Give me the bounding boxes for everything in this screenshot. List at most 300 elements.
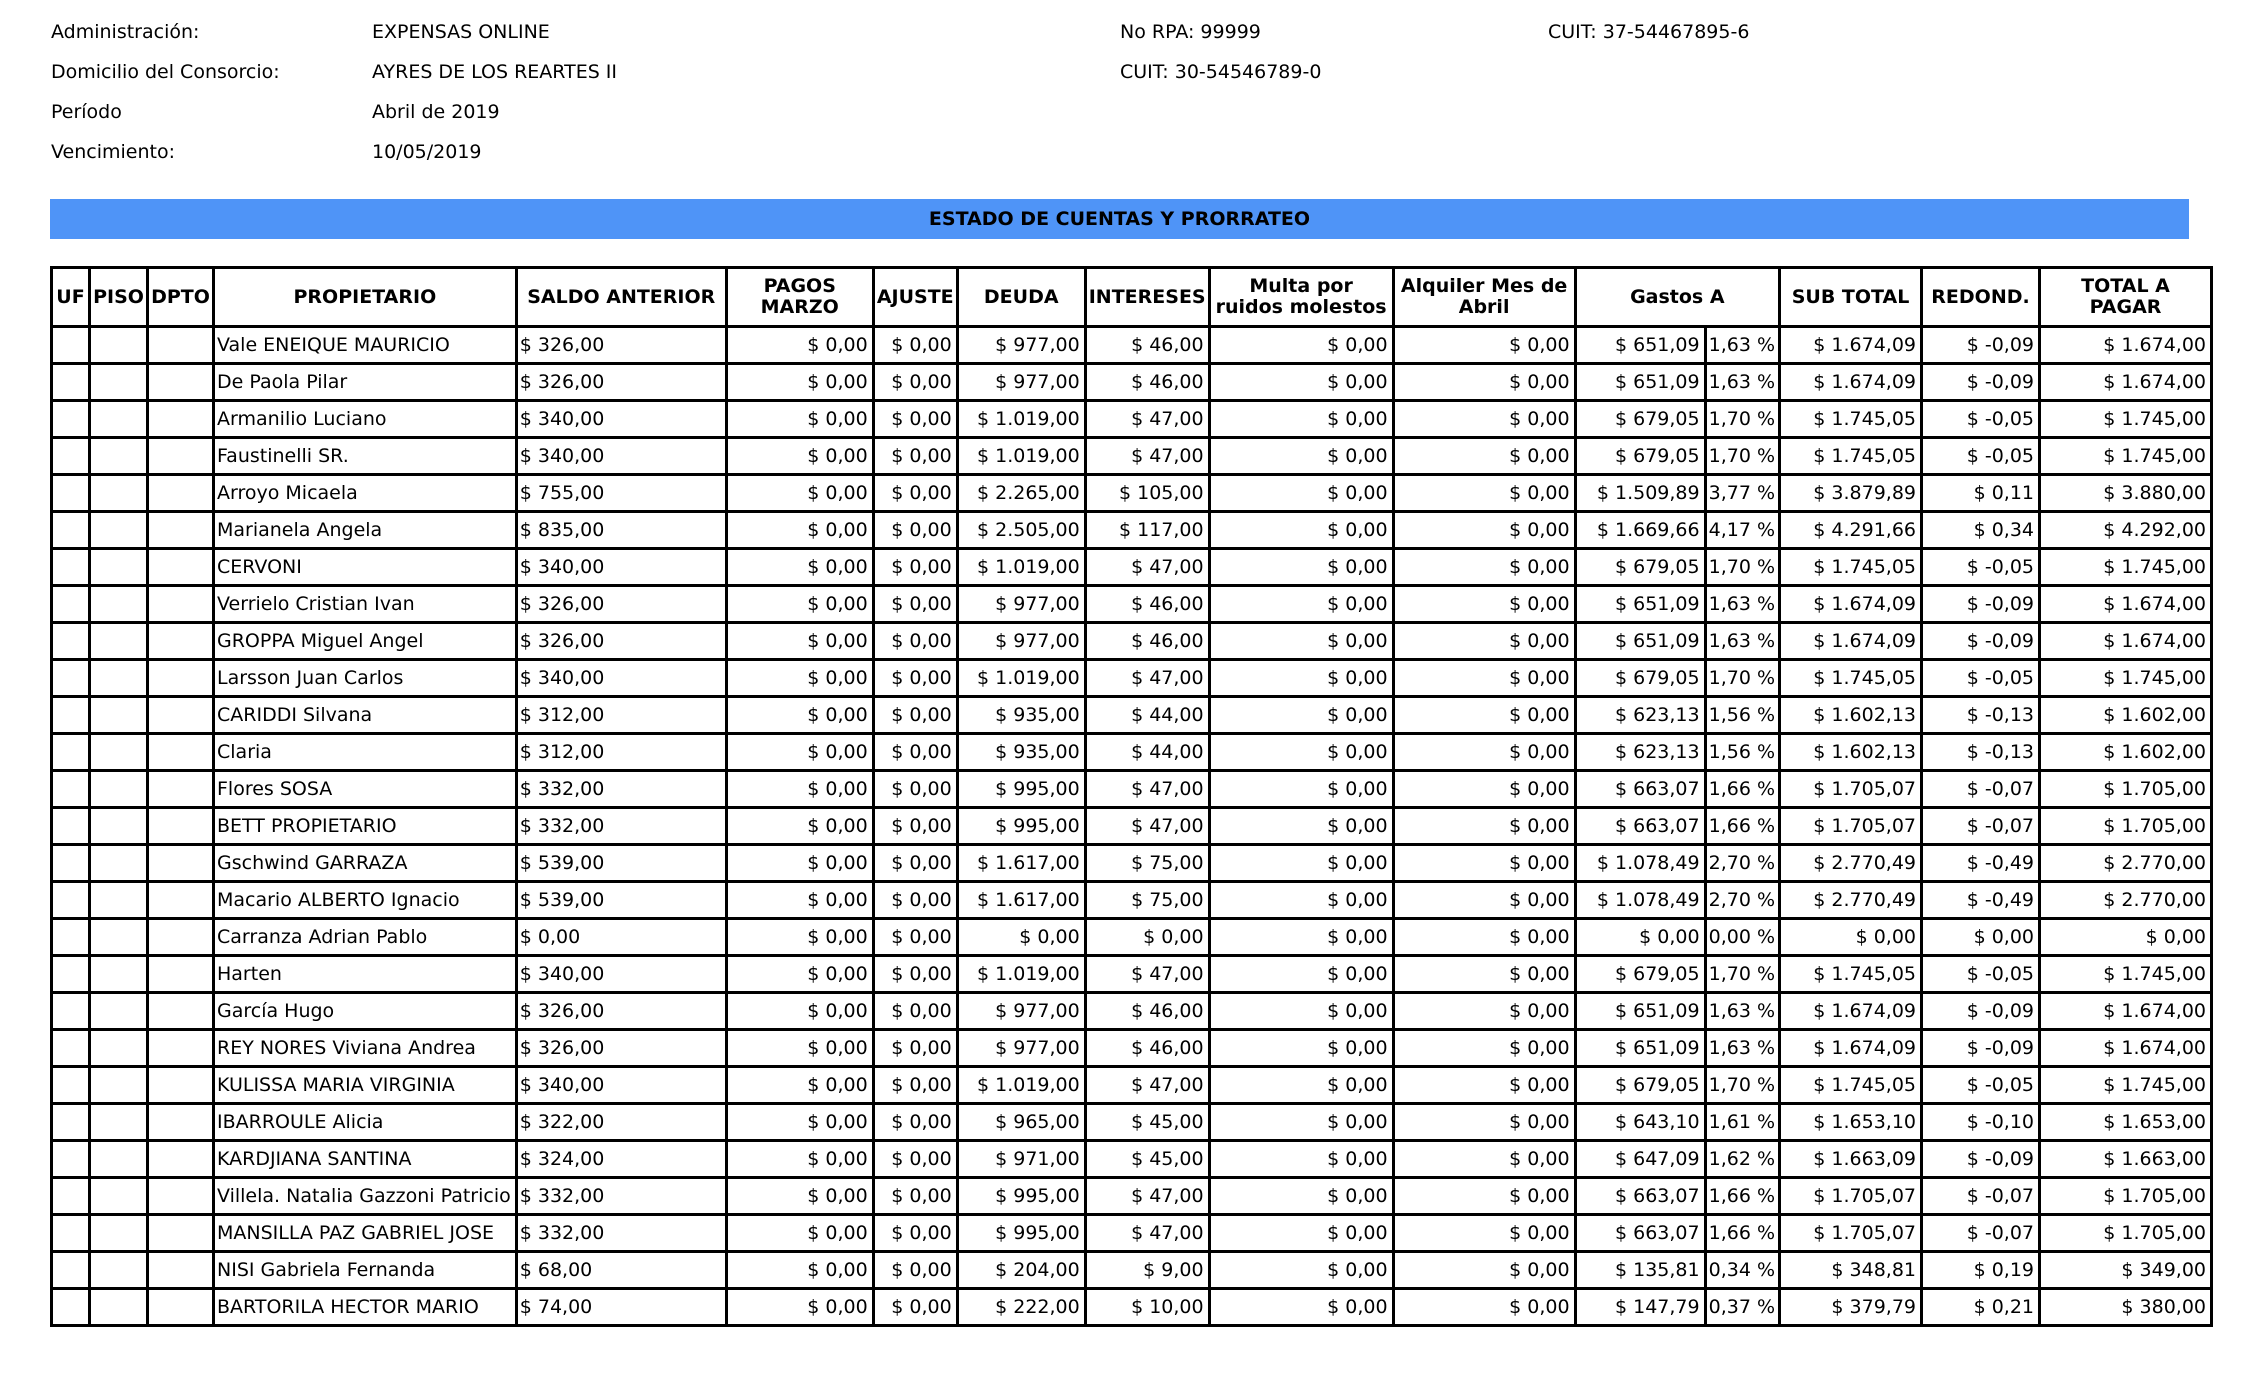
saldo-anterior-cell: $ 835,00 <box>516 512 726 549</box>
ajuste-cell: $ 0,00 <box>873 660 957 697</box>
saldo-anterior-cell: $ 332,00 <box>516 771 726 808</box>
redondeo-cell: $ 0,00 <box>1922 919 2040 956</box>
domicilio-label: Domicilio del Consorcio: <box>51 61 280 83</box>
piso-cell <box>90 438 148 475</box>
table-row <box>52 1252 2212 1289</box>
saldo-anterior-cell: $ 340,00 <box>516 1067 726 1104</box>
saldo-anterior-cell: $ 326,00 <box>516 1030 726 1067</box>
table-row <box>52 808 2212 845</box>
subtotal-cell: $ 1.705,07 <box>1780 1178 1922 1215</box>
alquiler-cell: $ 0,00 <box>1393 549 1575 586</box>
gastos-cell: $ 623,13 <box>1575 734 1705 771</box>
table-row <box>52 956 2212 993</box>
saldo-anterior-cell: $ 340,00 <box>516 438 726 475</box>
saldo-anterior-cell: $ 340,00 <box>516 956 726 993</box>
subtotal-cell: $ 1.674,09 <box>1780 623 1922 660</box>
saldo-anterior-cell: $ 326,00 <box>516 327 726 364</box>
saldo-anterior-cell: $ 755,00 <box>516 475 726 512</box>
piso-cell <box>90 1030 148 1067</box>
deuda-cell: $ 1.617,00 <box>957 845 1085 882</box>
redondeo-cell: $ 0,21 <box>1922 1289 2040 1326</box>
dpto-cell <box>148 1030 214 1067</box>
alquiler-cell: $ 0,00 <box>1393 327 1575 364</box>
redondeo-cell: $ -0,49 <box>1922 845 2040 882</box>
total-cell: $ 1.705,00 <box>2040 808 2212 845</box>
multa-cell: $ 0,00 <box>1209 1289 1393 1326</box>
multa-cell: $ 0,00 <box>1209 660 1393 697</box>
redondeo-cell: $ -0,09 <box>1922 623 2040 660</box>
total-cell: $ 1.745,00 <box>2040 549 2212 586</box>
piso-cell <box>90 623 148 660</box>
multa-cell: $ 0,00 <box>1209 475 1393 512</box>
gastos-percent-cell: 1,70 % <box>1705 549 1779 586</box>
deuda-cell: $ 1.019,00 <box>957 401 1085 438</box>
dpto-cell <box>148 660 214 697</box>
uf-cell <box>52 845 90 882</box>
dpto-cell <box>148 623 214 660</box>
deuda-cell: $ 971,00 <box>957 1141 1085 1178</box>
redondeo-cell: $ -0,09 <box>1922 327 2040 364</box>
saldo-anterior-cell: $ 332,00 <box>516 1178 726 1215</box>
saldo-anterior-cell: $ 326,00 <box>516 586 726 623</box>
gastos-cell: $ 651,09 <box>1575 1030 1705 1067</box>
owner-cell: CARIDDI Silvana <box>214 697 517 734</box>
gastos-cell: $ 1.078,49 <box>1575 882 1705 919</box>
gastos-cell: $ 135,81 <box>1575 1252 1705 1289</box>
multa-cell: $ 0,00 <box>1209 364 1393 401</box>
dpto-cell <box>148 1104 214 1141</box>
table-row <box>52 1141 2212 1178</box>
intereses-cell: $ 75,00 <box>1085 845 1209 882</box>
gastos-cell: $ 679,05 <box>1575 956 1705 993</box>
redondeo-cell: $ -0,07 <box>1922 771 2040 808</box>
deuda-cell: $ 995,00 <box>957 808 1085 845</box>
ajuste-cell: $ 0,00 <box>873 845 957 882</box>
uf-cell <box>52 438 90 475</box>
dpto-cell <box>148 401 214 438</box>
piso-cell <box>90 956 148 993</box>
piso-cell <box>90 845 148 882</box>
ajuste-cell: $ 0,00 <box>873 882 957 919</box>
pagos-cell: $ 0,00 <box>726 660 873 697</box>
gastos-cell: $ 663,07 <box>1575 1215 1705 1252</box>
dpto-cell <box>148 475 214 512</box>
pagos-cell: $ 0,00 <box>726 1104 873 1141</box>
pagos-cell: $ 0,00 <box>726 734 873 771</box>
intereses-cell: $ 47,00 <box>1085 1067 1209 1104</box>
ajuste-cell: $ 0,00 <box>873 475 957 512</box>
deuda-cell: $ 2.505,00 <box>957 512 1085 549</box>
redondeo-cell: $ -0,05 <box>1922 549 2040 586</box>
ajuste-cell: $ 0,00 <box>873 1252 957 1289</box>
total-cell: $ 1.745,00 <box>2040 438 2212 475</box>
alquiler-cell: $ 0,00 <box>1393 956 1575 993</box>
gastos-cell: $ 679,05 <box>1575 660 1705 697</box>
multa-cell: $ 0,00 <box>1209 697 1393 734</box>
saldo-anterior-cell: $ 539,00 <box>516 845 726 882</box>
pagos-cell: $ 0,00 <box>726 586 873 623</box>
piso-cell <box>90 808 148 845</box>
alquiler-cell: $ 0,00 <box>1393 1067 1575 1104</box>
col-header: SUB TOTAL <box>1780 268 1922 327</box>
pagos-cell: $ 0,00 <box>726 438 873 475</box>
gastos-percent-cell: 1,61 % <box>1705 1104 1779 1141</box>
piso-cell <box>90 919 148 956</box>
alquiler-cell: $ 0,00 <box>1393 1030 1575 1067</box>
alquiler-cell: $ 0,00 <box>1393 475 1575 512</box>
total-cell: $ 4.292,00 <box>2040 512 2212 549</box>
table-row <box>52 586 2212 623</box>
pagos-cell: $ 0,00 <box>726 1141 873 1178</box>
dpto-cell <box>148 1141 214 1178</box>
ajuste-cell: $ 0,00 <box>873 623 957 660</box>
owner-cell: IBARROULE Alicia <box>214 1104 517 1141</box>
saldo-anterior-cell: $ 340,00 <box>516 549 726 586</box>
multa-cell: $ 0,00 <box>1209 1141 1393 1178</box>
dpto-cell <box>148 364 214 401</box>
subtotal-cell: $ 2.770,49 <box>1780 882 1922 919</box>
multa-cell: $ 0,00 <box>1209 1030 1393 1067</box>
intereses-cell: $ 47,00 <box>1085 771 1209 808</box>
owner-cell: Larsson Juan Carlos <box>214 660 517 697</box>
pagos-cell: $ 0,00 <box>726 327 873 364</box>
owner-cell: Villela. Natalia Gazzoni Patricio <box>214 1178 517 1215</box>
dpto-cell <box>148 734 214 771</box>
total-cell: $ 1.745,00 <box>2040 401 2212 438</box>
saldo-anterior-cell: $ 340,00 <box>516 401 726 438</box>
subtotal-cell: $ 0,00 <box>1780 919 1922 956</box>
uf-cell <box>52 734 90 771</box>
total-cell: $ 1.602,00 <box>2040 734 2212 771</box>
pagos-cell: $ 0,00 <box>726 549 873 586</box>
total-cell: $ 349,00 <box>2040 1252 2212 1289</box>
piso-cell <box>90 549 148 586</box>
alquiler-cell: $ 0,00 <box>1393 1178 1575 1215</box>
alquiler-cell: $ 0,00 <box>1393 808 1575 845</box>
saldo-anterior-cell: $ 539,00 <box>516 882 726 919</box>
dpto-cell <box>148 327 214 364</box>
col-header: DPTO <box>148 268 214 327</box>
vencimiento-label: Vencimiento: <box>51 141 175 163</box>
subtotal-cell: $ 2.770,49 <box>1780 845 1922 882</box>
multa-cell: $ 0,00 <box>1209 808 1393 845</box>
deuda-cell: $ 977,00 <box>957 623 1085 660</box>
ajuste-cell: $ 0,00 <box>873 1178 957 1215</box>
saldo-anterior-cell: $ 68,00 <box>516 1252 726 1289</box>
uf-cell <box>52 882 90 919</box>
gastos-percent-cell: 2,70 % <box>1705 882 1779 919</box>
deuda-cell: $ 222,00 <box>957 1289 1085 1326</box>
table-row <box>52 1215 2212 1252</box>
subtotal-cell: $ 1.745,05 <box>1780 660 1922 697</box>
gastos-percent-cell: 1,63 % <box>1705 364 1779 401</box>
dpto-cell <box>148 1289 214 1326</box>
alquiler-cell: $ 0,00 <box>1393 993 1575 1030</box>
total-cell: $ 1.705,00 <box>2040 771 2212 808</box>
piso-cell <box>90 586 148 623</box>
owner-cell: BARTORILA HECTOR MARIO <box>214 1289 517 1326</box>
pagos-cell: $ 0,00 <box>726 919 873 956</box>
owner-cell: Harten <box>214 956 517 993</box>
alquiler-cell: $ 0,00 <box>1393 438 1575 475</box>
redondeo-cell: $ 0,34 <box>1922 512 2040 549</box>
table-row <box>52 475 2212 512</box>
table-row <box>52 438 2212 475</box>
dpto-cell <box>148 1215 214 1252</box>
periodo-value: Abril de 2019 <box>372 101 500 123</box>
piso-cell <box>90 734 148 771</box>
deuda-cell: $ 2.265,00 <box>957 475 1085 512</box>
alquiler-cell: $ 0,00 <box>1393 1289 1575 1326</box>
col-header: AJUSTE <box>873 268 957 327</box>
deuda-cell: $ 977,00 <box>957 364 1085 401</box>
total-cell: $ 1.705,00 <box>2040 1215 2212 1252</box>
intereses-cell: $ 117,00 <box>1085 512 1209 549</box>
owner-cell: BETT PROPIETARIO <box>214 808 517 845</box>
intereses-cell: $ 47,00 <box>1085 1215 1209 1252</box>
uf-cell <box>52 1030 90 1067</box>
piso-cell <box>90 327 148 364</box>
table-row <box>52 327 2212 364</box>
total-cell: $ 1.674,00 <box>2040 623 2212 660</box>
intereses-cell: $ 44,00 <box>1085 697 1209 734</box>
col-header: INTERESES <box>1085 268 1209 327</box>
gastos-percent-cell: 1,63 % <box>1705 586 1779 623</box>
piso-cell <box>90 364 148 401</box>
uf-cell <box>52 956 90 993</box>
multa-cell: $ 0,00 <box>1209 1215 1393 1252</box>
deuda-cell: $ 935,00 <box>957 697 1085 734</box>
table-row <box>52 734 2212 771</box>
gastos-cell: $ 1.509,89 <box>1575 475 1705 512</box>
owner-cell: REY NORES Viviana Andrea <box>214 1030 517 1067</box>
cuit-consorcio: CUIT: 30-54546789-0 <box>1120 61 1322 83</box>
total-cell: $ 1.674,00 <box>2040 364 2212 401</box>
owner-cell: Gschwind GARRAZA <box>214 845 517 882</box>
col-header: Gastos A <box>1575 268 1779 327</box>
multa-cell: $ 0,00 <box>1209 1178 1393 1215</box>
total-cell: $ 1.674,00 <box>2040 993 2212 1030</box>
pagos-cell: $ 0,00 <box>726 882 873 919</box>
deuda-cell: $ 965,00 <box>957 1104 1085 1141</box>
deuda-cell: $ 1.019,00 <box>957 660 1085 697</box>
multa-cell: $ 0,00 <box>1209 512 1393 549</box>
table-row <box>52 882 2212 919</box>
table-row <box>52 1178 2212 1215</box>
uf-cell <box>52 1215 90 1252</box>
intereses-cell: $ 46,00 <box>1085 1030 1209 1067</box>
subtotal-cell: $ 348,81 <box>1780 1252 1922 1289</box>
intereses-cell: $ 47,00 <box>1085 660 1209 697</box>
alquiler-cell: $ 0,00 <box>1393 882 1575 919</box>
subtotal-cell: $ 1.745,05 <box>1780 549 1922 586</box>
uf-cell <box>52 660 90 697</box>
ajuste-cell: $ 0,00 <box>873 1141 957 1178</box>
table-row <box>52 512 2212 549</box>
gastos-cell: $ 679,05 <box>1575 401 1705 438</box>
ajuste-cell: $ 0,00 <box>873 1030 957 1067</box>
table-row <box>52 660 2212 697</box>
pagos-cell: $ 0,00 <box>726 364 873 401</box>
saldo-anterior-cell: $ 326,00 <box>516 364 726 401</box>
gastos-percent-cell: 1,70 % <box>1705 660 1779 697</box>
piso-cell <box>90 1067 148 1104</box>
piso-cell <box>90 475 148 512</box>
multa-cell: $ 0,00 <box>1209 919 1393 956</box>
col-header: UF <box>52 268 90 327</box>
subtotal-cell: $ 1.602,13 <box>1780 697 1922 734</box>
subtotal-cell: $ 4.291,66 <box>1780 512 1922 549</box>
cuit-admin: CUIT: 37-54467895-6 <box>1548 21 1750 43</box>
ajuste-cell: $ 0,00 <box>873 586 957 623</box>
gastos-percent-cell: 1,70 % <box>1705 438 1779 475</box>
deuda-cell: $ 977,00 <box>957 993 1085 1030</box>
uf-cell <box>52 808 90 845</box>
pagos-cell: $ 0,00 <box>726 1252 873 1289</box>
owner-cell: Faustinelli SR. <box>214 438 517 475</box>
ajuste-cell: $ 0,00 <box>873 993 957 1030</box>
vencimiento-value: 10/05/2019 <box>372 141 482 163</box>
ajuste-cell: $ 0,00 <box>873 364 957 401</box>
owner-cell: Armanilio Luciano <box>214 401 517 438</box>
piso-cell <box>90 882 148 919</box>
redondeo-cell: $ 0,11 <box>1922 475 2040 512</box>
saldo-anterior-cell: $ 332,00 <box>516 808 726 845</box>
redondeo-cell: $ -0,13 <box>1922 734 2040 771</box>
saldo-anterior-cell: $ 0,00 <box>516 919 726 956</box>
col-header: PROPIETARIO <box>214 268 517 327</box>
saldo-anterior-cell: $ 340,00 <box>516 660 726 697</box>
intereses-cell: $ 46,00 <box>1085 993 1209 1030</box>
col-header: REDOND. <box>1922 268 2040 327</box>
gastos-percent-cell: 1,56 % <box>1705 734 1779 771</box>
gastos-percent-cell: 1,70 % <box>1705 401 1779 438</box>
deuda-cell: $ 977,00 <box>957 1030 1085 1067</box>
gastos-percent-cell: 0,34 % <box>1705 1252 1779 1289</box>
gastos-percent-cell: 1,63 % <box>1705 623 1779 660</box>
dpto-cell <box>148 1178 214 1215</box>
multa-cell: $ 0,00 <box>1209 623 1393 660</box>
col-header: DEUDA <box>957 268 1085 327</box>
redondeo-cell: $ 0,19 <box>1922 1252 2040 1289</box>
dpto-cell <box>148 956 214 993</box>
piso-cell <box>90 1252 148 1289</box>
deuda-cell: $ 977,00 <box>957 327 1085 364</box>
total-cell: $ 1.663,00 <box>2040 1141 2212 1178</box>
uf-cell <box>52 327 90 364</box>
saldo-anterior-cell: $ 326,00 <box>516 623 726 660</box>
table-row <box>52 1104 2212 1141</box>
intereses-cell: $ 75,00 <box>1085 882 1209 919</box>
multa-cell: $ 0,00 <box>1209 327 1393 364</box>
owner-cell: GROPPA Miguel Angel <box>214 623 517 660</box>
gastos-cell: $ 147,79 <box>1575 1289 1705 1326</box>
intereses-cell: $ 47,00 <box>1085 438 1209 475</box>
uf-cell <box>52 697 90 734</box>
subtotal-cell: $ 1.653,10 <box>1780 1104 1922 1141</box>
uf-cell <box>52 1067 90 1104</box>
dpto-cell <box>148 1252 214 1289</box>
ajuste-cell: $ 0,00 <box>873 1067 957 1104</box>
ajuste-cell: $ 0,00 <box>873 771 957 808</box>
ajuste-cell: $ 0,00 <box>873 919 957 956</box>
intereses-cell: $ 46,00 <box>1085 623 1209 660</box>
uf-cell <box>52 1141 90 1178</box>
table-header-row <box>52 268 2212 327</box>
ajuste-cell: $ 0,00 <box>873 1289 957 1326</box>
gastos-percent-cell: 1,62 % <box>1705 1141 1779 1178</box>
deuda-cell: $ 204,00 <box>957 1252 1085 1289</box>
gastos-percent-cell: 1,70 % <box>1705 1067 1779 1104</box>
subtotal-cell: $ 1.705,07 <box>1780 1215 1922 1252</box>
alquiler-cell: $ 0,00 <box>1393 623 1575 660</box>
subtotal-cell: $ 379,79 <box>1780 1289 1922 1326</box>
gastos-cell: $ 643,10 <box>1575 1104 1705 1141</box>
gastos-cell: $ 1.669,66 <box>1575 512 1705 549</box>
ajuste-cell: $ 0,00 <box>873 1104 957 1141</box>
subtotal-cell: $ 1.674,09 <box>1780 586 1922 623</box>
table-row <box>52 364 2212 401</box>
ajuste-cell: $ 0,00 <box>873 438 957 475</box>
pagos-cell: $ 0,00 <box>726 845 873 882</box>
gastos-percent-cell: 1,63 % <box>1705 327 1779 364</box>
table-row <box>52 993 2212 1030</box>
dpto-cell <box>148 697 214 734</box>
subtotal-cell: $ 1.705,07 <box>1780 771 1922 808</box>
total-cell: $ 1.602,00 <box>2040 697 2212 734</box>
owner-cell: CERVONI <box>214 549 517 586</box>
total-cell: $ 1.745,00 <box>2040 1067 2212 1104</box>
total-cell: $ 1.745,00 <box>2040 956 2212 993</box>
piso-cell <box>90 771 148 808</box>
redondeo-cell: $ -0,05 <box>1922 956 2040 993</box>
admin-value: EXPENSAS ONLINE <box>372 21 550 43</box>
saldo-anterior-cell: $ 322,00 <box>516 1104 726 1141</box>
subtotal-cell: $ 1.705,07 <box>1780 808 1922 845</box>
gastos-cell: $ 623,13 <box>1575 697 1705 734</box>
uf-cell <box>52 1289 90 1326</box>
owner-cell: Marianela Angela <box>214 512 517 549</box>
deuda-cell: $ 995,00 <box>957 1215 1085 1252</box>
gastos-percent-cell: 2,70 % <box>1705 845 1779 882</box>
pagos-cell: $ 0,00 <box>726 993 873 1030</box>
total-cell: $ 1.745,00 <box>2040 660 2212 697</box>
multa-cell: $ 0,00 <box>1209 549 1393 586</box>
dpto-cell <box>148 993 214 1030</box>
table-row <box>52 1289 2212 1326</box>
table-row <box>52 623 2212 660</box>
gastos-cell: $ 651,09 <box>1575 586 1705 623</box>
saldo-anterior-cell: $ 74,00 <box>516 1289 726 1326</box>
piso-cell <box>90 1104 148 1141</box>
pagos-cell: $ 0,00 <box>726 623 873 660</box>
deuda-cell: $ 1.019,00 <box>957 438 1085 475</box>
ajuste-cell: $ 0,00 <box>873 549 957 586</box>
alquiler-cell: $ 0,00 <box>1393 401 1575 438</box>
gastos-percent-cell: 0,00 % <box>1705 919 1779 956</box>
total-cell: $ 2.770,00 <box>2040 882 2212 919</box>
uf-cell <box>52 993 90 1030</box>
gastos-percent-cell: 1,56 % <box>1705 697 1779 734</box>
multa-cell: $ 0,00 <box>1209 438 1393 475</box>
uf-cell <box>52 364 90 401</box>
multa-cell: $ 0,00 <box>1209 993 1393 1030</box>
redondeo-cell: $ -0,49 <box>1922 882 2040 919</box>
table-row <box>52 401 2212 438</box>
multa-cell: $ 0,00 <box>1209 1067 1393 1104</box>
redondeo-cell: $ -0,07 <box>1922 1215 2040 1252</box>
subtotal-cell: $ 1.663,09 <box>1780 1141 1922 1178</box>
